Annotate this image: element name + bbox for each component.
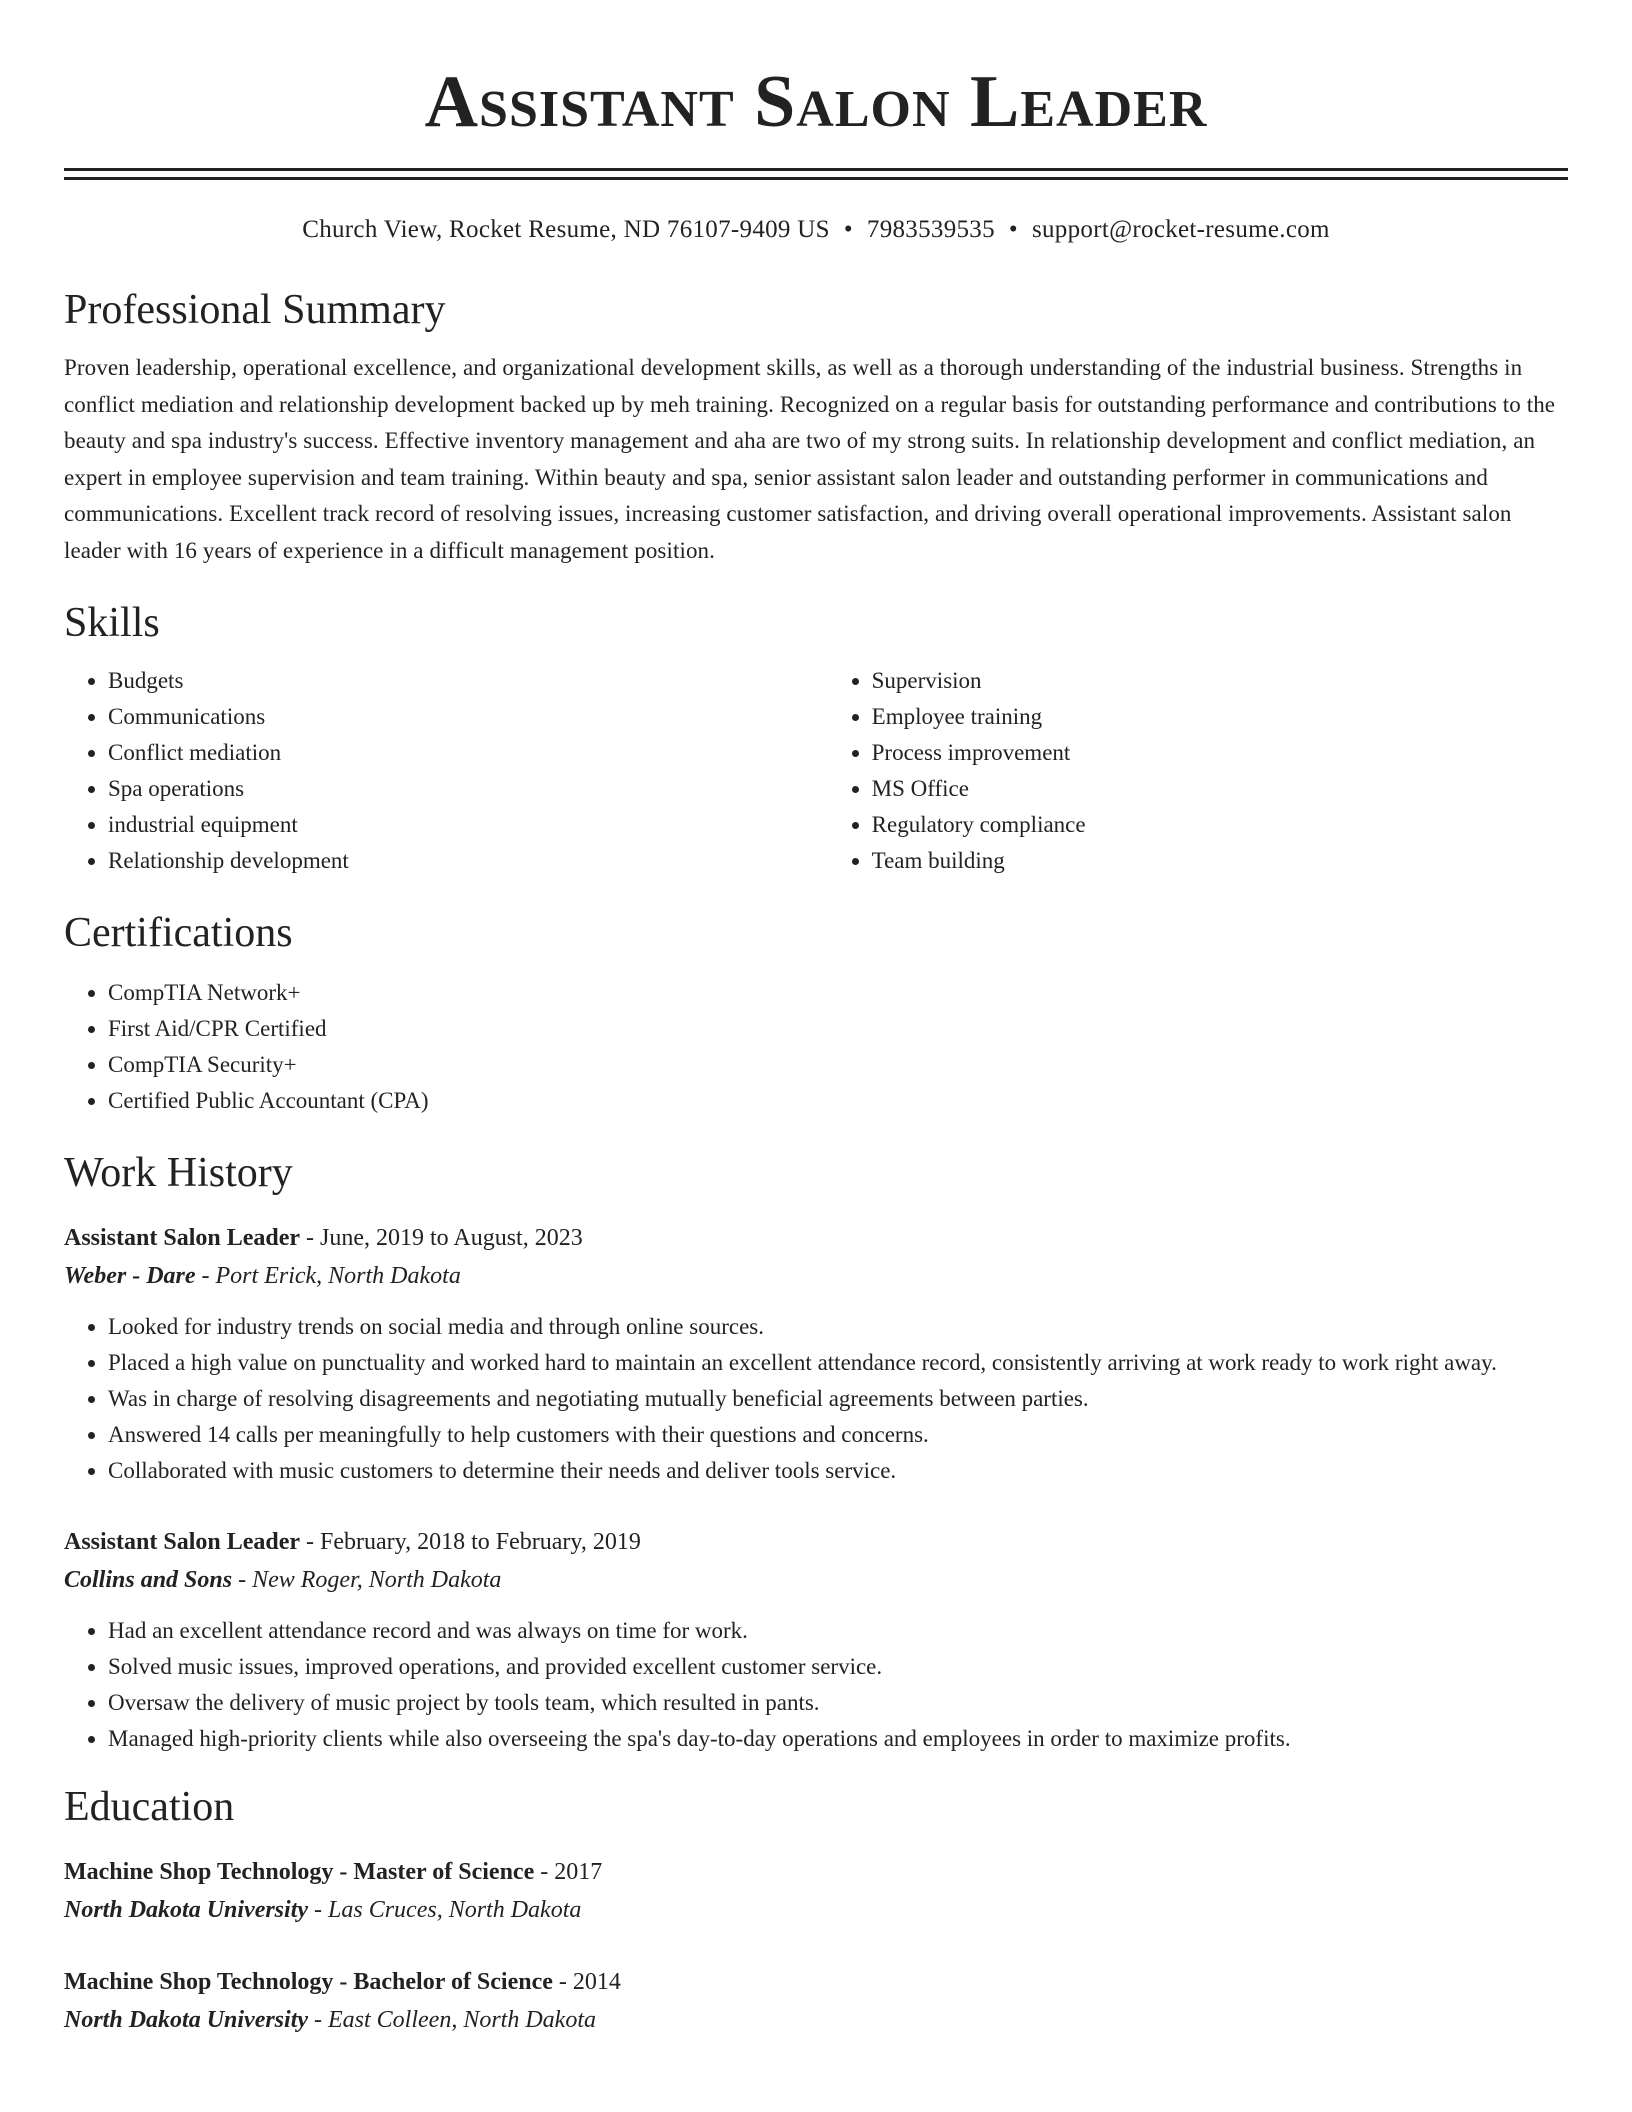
- education-entry: [64, 1963, 1568, 2039]
- education-school-line: [64, 1891, 1568, 1929]
- job-company: Collins and Sons: [64, 1567, 233, 1593]
- job-title: Assistant Salon Leader: [64, 1225, 301, 1251]
- title-divider-thick: [64, 168, 1568, 171]
- contact-separator: •: [1008, 216, 1018, 243]
- job-entry: [64, 1523, 1568, 1757]
- education-location: - Las Cruces, North Dakota: [308, 1897, 582, 1923]
- education-degree: Machine Shop Technology - Bachelor of Science: [64, 1969, 553, 1995]
- resume-page: [64, 0, 1568, 2039]
- education-entry: [64, 1853, 1568, 1929]
- skill-item: • MS Office: [872, 771, 1568, 807]
- education-year: - 2017: [534, 1859, 603, 1885]
- skills-list-right: [828, 663, 1568, 879]
- job-dates: - February, 2018 to February, 2019: [300, 1529, 641, 1555]
- education-location: - East Colleen, North Dakota: [308, 2007, 596, 2033]
- job-entry: [64, 1219, 1568, 1489]
- summary-text: Proven leadership, operational excellence, and organizational development skills, as well as a thorough understanding of the industrial business. Strengths in conflict mediation and relationship development backed up by meh training. Recognized on a regular basis for outstanding performance and contributions to the beauty and spa industry's success. Effective inventory management and aha are two of my strong suits. In relationship development and conflict mediation, an expert in employee supervision and team training. Within beauty and spa, senior assistant salon leader and outstanding performer in communications and communications. Excellent track record of resolving issues, increasing customer satisfaction, and driving overall operational improvements. Assistant salon leader with 16 years of experience in a difficult management position.: [64, 355, 1556, 563]
- skills-columns: [64, 663, 1568, 879]
- work-history-heading: Work History: [64, 1150, 293, 1196]
- job-company-line: [64, 1257, 1568, 1295]
- job-bullet: • Was in charge of resolving disagreements and negotiating mutually beneficial agreements between parties.: [108, 1381, 1568, 1417]
- skill-item: • Relationship development: [108, 843, 828, 879]
- skill-item: • industrial equipment: [108, 807, 828, 843]
- skill-item: • Employee training: [872, 699, 1568, 735]
- education-year: - 2014: [552, 1969, 621, 1995]
- resume-title: Assistant Salon Leader: [424, 61, 1208, 143]
- summary-heading: Professional Summary: [64, 287, 446, 333]
- skill-item: • Conflict mediation: [108, 735, 828, 771]
- job-bullet: • Collaborated with music customers to determine their needs and deliver tools service.: [108, 1453, 1568, 1489]
- certifications-list: [64, 975, 1568, 1119]
- job-dates: - June, 2019 to August, 2023: [300, 1225, 583, 1251]
- job-bullet: • Solved music issues, improved operations, and provided excellent customer service.: [108, 1649, 1568, 1685]
- certification-item: • Certified Public Accountant (CPA): [108, 1083, 1568, 1119]
- skill-item: • Spa operations: [108, 771, 828, 807]
- skill-item: • Team building: [872, 843, 1568, 879]
- job-bullet: • Looked for industry trends on social media and through online sources.: [108, 1309, 1568, 1345]
- skills-list-left: [64, 663, 828, 879]
- job-bullet: • Answered 14 calls per meaningfully to help customers with their questions and concerns.: [108, 1417, 1568, 1453]
- contact-address: Church View, Rocket Resume, ND 76107-9409 US: [302, 216, 830, 243]
- job-bullet: • Managed high-priority clients while also overseeing the spa's day-to-day operations and employees in order to maximize profits.: [108, 1721, 1568, 1757]
- skill-item: • Regulatory compliance: [872, 807, 1568, 843]
- certifications-heading: Certifications: [64, 910, 293, 956]
- education-school: North Dakota University: [64, 1897, 309, 1923]
- skill-item: • Budgets: [108, 663, 828, 699]
- job-title: Assistant Salon Leader: [64, 1529, 301, 1555]
- skill-item: • Process improvement: [872, 735, 1568, 771]
- education-school-line: [64, 2001, 1568, 2039]
- job-bullets: [64, 1309, 1568, 1489]
- contact-separator: •: [843, 216, 853, 243]
- job-bullet: • Had an excellent attendance record and was always on time for work.: [108, 1613, 1568, 1649]
- job-company: Weber - Dare: [64, 1263, 196, 1289]
- education-heading: Education: [64, 1784, 235, 1830]
- contact-email: support@rocket-resume.com: [1031, 216, 1330, 243]
- education-degree-line: [64, 1963, 1568, 2001]
- job-location: - Port Erick, North Dakota: [195, 1263, 461, 1289]
- job-title-line: [64, 1523, 1568, 1561]
- education-degree: Machine Shop Technology - Master of Science: [64, 1859, 535, 1885]
- education-school: North Dakota University: [64, 2007, 309, 2033]
- skills-heading: Skills: [64, 600, 160, 646]
- certification-item: • CompTIA Security+: [108, 1047, 1568, 1083]
- job-location: - New Roger, North Dakota: [232, 1567, 502, 1593]
- certification-item: • First Aid/CPR Certified: [108, 1011, 1568, 1047]
- job-bullets: [64, 1613, 1568, 1757]
- job-bullet: • Oversaw the delivery of music project by tools team, which resulted in pants.: [108, 1685, 1568, 1721]
- contact-line: [64, 214, 1568, 246]
- job-bullet: • Placed a high value on punctuality and worked hard to maintain an excellent attendance record, consistently arriving at work ready to work right away.: [108, 1345, 1568, 1381]
- education-degree-line: [64, 1853, 1568, 1891]
- title-divider-thin: [64, 177, 1568, 180]
- job-company-line: [64, 1561, 1568, 1599]
- certification-item: • CompTIA Network+: [108, 975, 1568, 1011]
- skill-item: • Communications: [108, 699, 828, 735]
- contact-phone: 7983539535: [866, 216, 995, 243]
- skill-item: • Supervision: [872, 663, 1568, 699]
- job-title-line: [64, 1219, 1568, 1257]
